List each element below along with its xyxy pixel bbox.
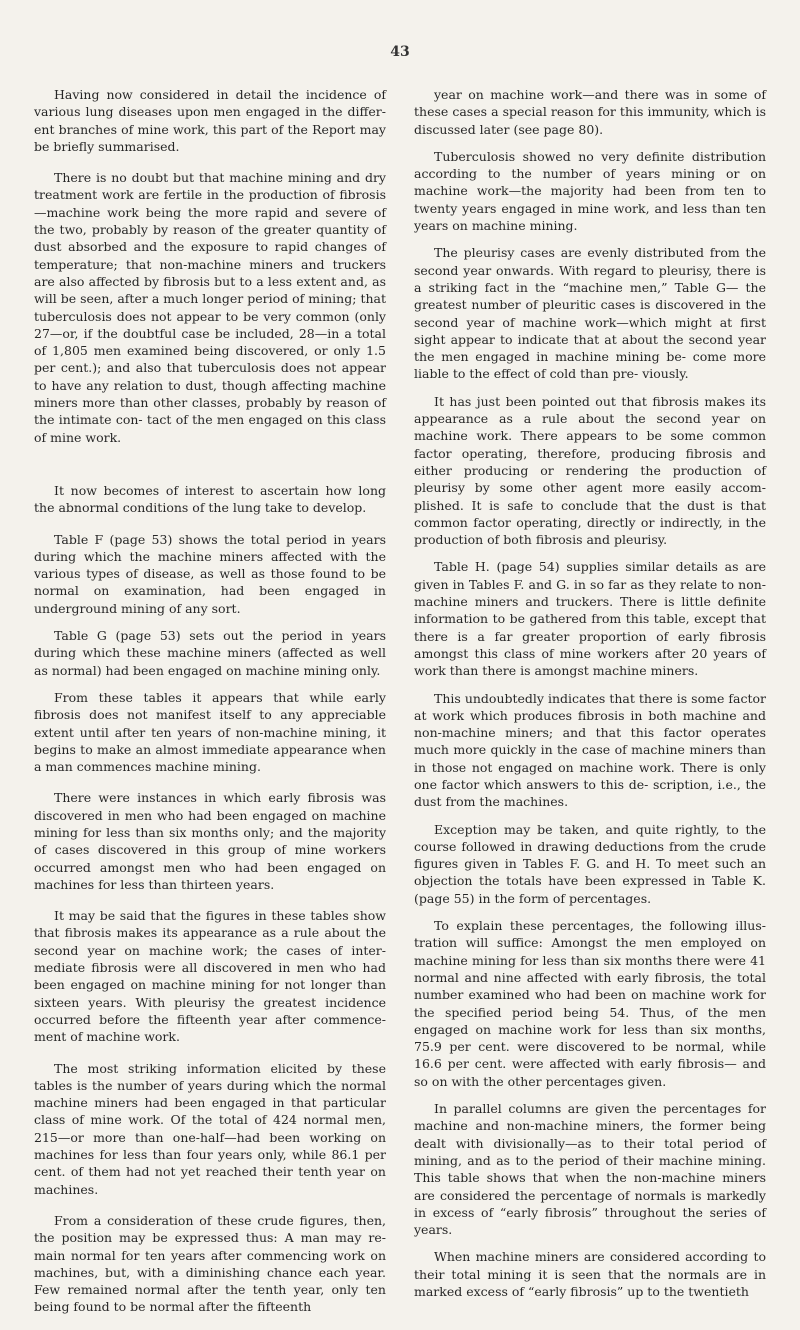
- paragraph-parallel-columns: In parallel columns are given the percentages for machine and non-machine miners, the former being dealt with divisionally—as to their total period of mining, and as to the period of their machine mining. This table shows that when the non-machine miners are considered the percentage of normals is markedly in excess of “early fibrosis” throughout the series of years.: [414, 1101, 766, 1238]
- paragraph-percentages: To explain these percentages, the following illus- tration will suffice: Amongst the men employed on machine mining for less than six months there were 41 normal and nine affected with early fibrosis, the total number examined who had been on machine work for the specified period being 54. Thus, of the men engaged on machine work for less than six months, 75.9 per cent. were discovered to be normal, while 16.6 per cent. were affected with early fibrosis— and so on with the other percentages given.: [414, 918, 766, 1089]
- paragraph-summary-intro: Having now considered in detail the incidence of various lung diseases upon men engaged in the differ- ent branches of mine work, this part of the Report may be briefly summarised.: [34, 87, 386, 154]
- left-text-column: [34, 86, 386, 1330]
- paragraph-fibrosis-summary: There is no doubt but that machine mining and dry treatment work are fertile in the production of fibrosis—machine work being the more rapid and severe of the two, probably by reason of the greater quantity of dust absorbed and the exposure to rapid changes of temperature; that non-machine miners and truckers are also affected by fibrosis but to a less extent and, as will be seen, after a much longer period of mining; that tuberculosis does not appear to be very common (only 27—or, if the doubtful case be included, 28—in a total of 1,805 men examined being discovered, or only 1.5 per cent.); and also that tuberculosis does not appear to have any relation to dust, though affecting machine miners more than other classes, probably by reason of the intimate con- tact of the men engaged on this class of mine work.: [34, 170, 386, 445]
- paragraph-development-question: It now becomes of interest to ascertain how long the abnormal conditions of the lung take to develop.: [34, 482, 386, 516]
- paragraph-common-factor: It has just been pointed out that fibrosis makes its appearance as a rule about the second year on machine work. There appears to be some common factor operating, therefore, producing fibrosis and either producing or rendering the production of pleurisy by some other agent more easily accom- plished. It is safe to conclude that the dust is that common factor operating, directly or indirectly, in the production of both fibrosis and pleurisy.: [414, 393, 766, 548]
- right-text-column: [414, 86, 766, 1310]
- paragraph-total-mining: When machine miners are considered according to their total mining it is seen that the normals are in marked excess of “early fibrosis” up to the twentieth: [414, 1249, 766, 1299]
- paragraph-tuberculosis: Tuberculosis showed no very definite distribution according to the number of years mining or on machine work—the majority had been from ten to twenty years engaged in mine work, and less than ten years on machine mining.: [414, 148, 766, 234]
- paragraph-six-months: There were instances in which early fibrosis was discovered in men who had been engaged on machine mining for less than six months only; and the majority of cases discovered in this group of mine workers occurred amongst men who had been engaged on machines for less than thirteen years.: [34, 790, 386, 892]
- paragraph-immunity: year on machine work—and there was in some of these cases a special reason for this immunity, which is discussed later (see page 80).: [414, 87, 766, 137]
- paragraph-crude-figures: From a consideration of these crude figures, then, the position may be expressed thus: A man may re- main normal for ten years after commencing work on machines, but, with a diminishing chance each year. Few remained normal after the tenth year, only ten being found to be normal after the fifteenth: [34, 1212, 386, 1315]
- paragraph-dust-factor: This undoubtedly indicates that there is some factor at work which produces fibrosis in both machine and non-machine miners; and that this factor operates much more quickly in the case of machine miners than in those not engaged on machine work. There is only one factor which answers to this de- scription, i.e., the dust from the machines.: [414, 690, 766, 810]
- paragraph-table-k: Exception may be taken, and quite rightly, to the course followed in drawing deductions from the crude figures given in Tables F. G. and H. To meet such an objection the totals have been expressed in Table K. (page 55) in the form of percentages.: [414, 821, 766, 906]
- paragraph-table-f: Table F (page 53) shows the total period in years during which the machine miners affected with the various types of disease, as well as those found to be normal on examination, had been engaged in underground mining of any sort.: [34, 531, 386, 616]
- paragraph-second-year: It may be said that the figures in these tables show that fibrosis makes its appearance as a rule about the second year on machine work; the cases of inter- mediate fibrosis were all discovered in men who had been engaged on machine mining for not longer than sixteen years. With pleurisy the greatest incidence occurred before the fifteenth year after commence- ment of machine work.: [34, 908, 386, 1045]
- paragraph-table-h: Table H. (page 54) supplies similar details as are given in Tables F. and G. in so far as they relate to non-machine miners and truckers. There is little definite information to be gathered from this table, except that there is a far greater proportion of early fibrosis amongst this class of mine workers after 20 years of work than there is amongst machine miners.: [414, 559, 766, 679]
- paragraph-table-g: Table G (page 53) sets out the period in years during which these machine miners (affected as well as normal) had been engaged on machine mining only.: [34, 628, 386, 678]
- page-number: 43: [390, 44, 410, 60]
- paragraph-normal-miners: The most striking information elicited by these tables is the number of years during which the normal machine miners had been engaged in that particular class of mine work. Of the total of 424 normal men, 215—or more than one-half—had been working on machines for less than four years only, while 86.1 per cent. of them had not yet reached their tenth year on machines.: [34, 1060, 386, 1197]
- paragraph-early-fibrosis: From these tables it appears that while early fibrosis does not manifest itself to any appreciable extent until after ten years of non-machine mining, it begins to make an almost immediate appearance when a man commences machine mining.: [34, 689, 386, 775]
- paragraph-pleurisy: The pleurisy cases are evenly distributed from the second year onwards. With regard to pleurisy, there is a striking fact in the “machine men,” Table G— the greatest number of pleuritic cases is discovered in the second year of machine work—which might at first sight appear to indicate that at about the second year the men engaged in machine mining be- come more liable to the effect of cold than pre- viously.: [414, 245, 766, 382]
